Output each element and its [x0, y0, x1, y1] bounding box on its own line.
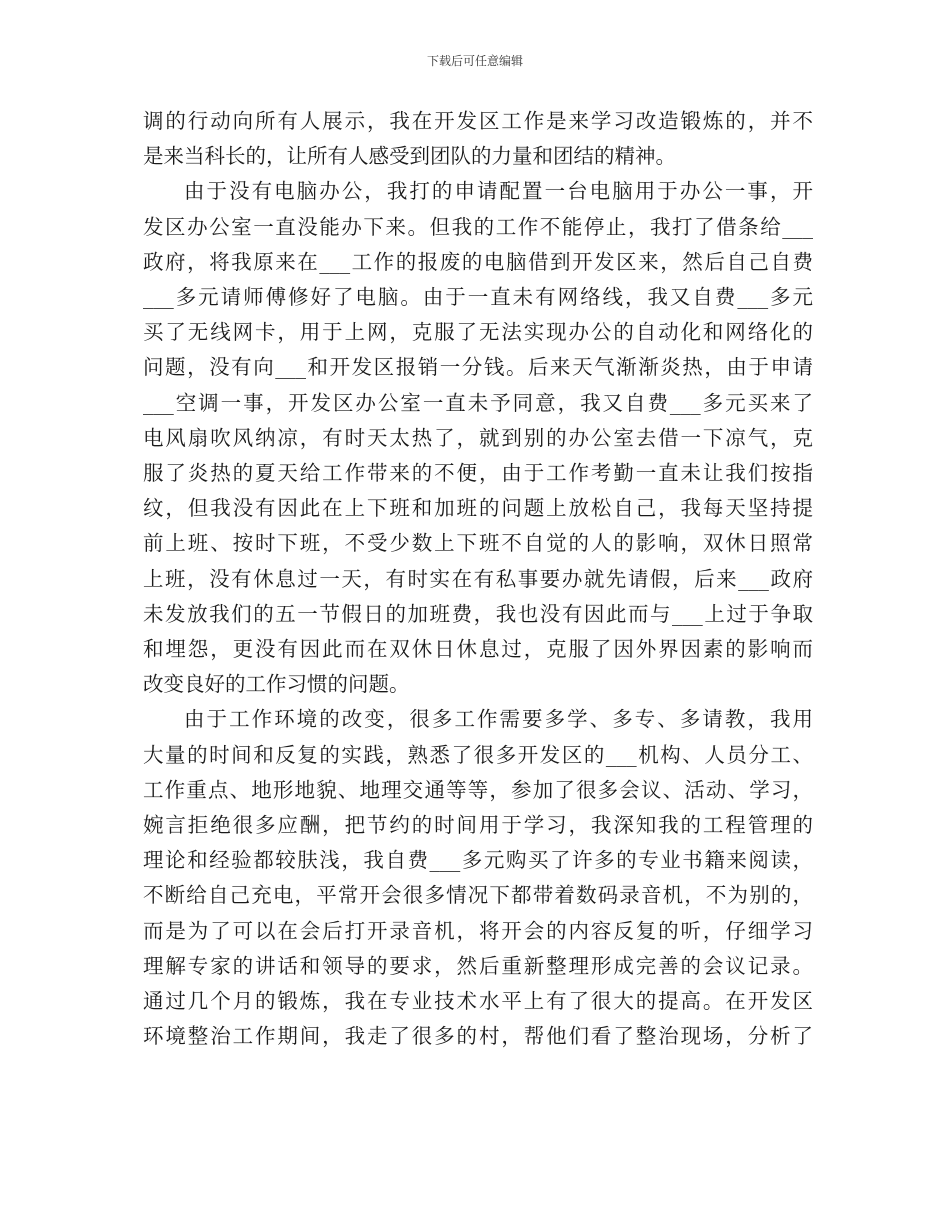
- text-line: 发区办公室一直没能办下来。但我的工作不能停止，我打了借条给___: [143, 214, 813, 239]
- text-line: 环境整治工作期间，我走了很多的村，帮他们看了整治现场，分析了: [143, 1024, 813, 1049]
- text-line: 大量的时间和反复的实践，熟悉了很多开发区的___机构、人员分工、: [143, 742, 813, 767]
- text-line: 上班，没有休息过一天，有时实在有私事要办就先请假，后来___政府: [143, 566, 813, 591]
- text-line: 买了无线网卡，用于上网，克服了无法实现办公的自动化和网络化的: [143, 320, 813, 345]
- text-line: ___多元请师傅修好了电脑。由于一直未有网络线，我又自费___多元: [143, 285, 813, 310]
- paragraph-1: [143, 104, 813, 174]
- text-line: 工作重点、地形地貌、地理交通等等，参加了很多会议、活动、学习，: [143, 777, 813, 802]
- text-line: 改变良好的工作习惯的问题。: [143, 672, 410, 697]
- paragraph-2: [143, 174, 813, 702]
- text-line: 是来当科长的，让所有人感受到团队的力量和团结的精神。: [143, 144, 676, 169]
- text-line: 电风扇吹风纳凉，有时天太热了，就到别的办公室去借一下凉气，克: [143, 425, 813, 450]
- text-line: ___空调一事，开发区办公室一直未予同意，我又自费___多元买来了: [143, 390, 813, 415]
- text-line: 婉言拒绝很多应酬，把节约的时间用于学习，我深知我的工程管理的: [143, 813, 813, 838]
- text-line: 未发放我们的五一节假日的加班费，我也没有因此而与___上过于争取: [143, 601, 813, 626]
- text-line: 通过几个月的锻炼，我在专业技术水平上有了很大的提高。在开发区: [143, 989, 813, 1014]
- text-line: 纹，但我没有因此在上下班和加班的问题上放松自己，我每天坚持提: [143, 496, 813, 521]
- text-line: 前上班、按时下班，不受少数上下班不自觉的人的影响，双休日照常: [143, 531, 813, 556]
- paragraph-3: [143, 702, 813, 1054]
- text-line: 由于工作环境的改变，很多工作需要多学、多专、多请教，我用: [184, 707, 813, 732]
- text-line: 问题，没有向___和开发区报销一分钱。后来天气渐渐炎热，由于申请: [143, 355, 813, 380]
- text-line: 和埋怨，更没有因此而在双休日休息过，克服了因外界因素的影响而: [143, 637, 813, 662]
- document-body: [143, 104, 813, 1054]
- text-line: 政府，将我原来在___工作的报废的电脑借到开发区来，然后自己自费: [143, 249, 813, 274]
- text-line: 而是为了可以在会后打开录音机，将开会的内容反复的听，仔细学习: [143, 918, 813, 943]
- text-line: 由于没有电脑办公，我打的申请配置一台电脑用于办公一事，开: [184, 179, 813, 204]
- text-line: 不断给自己充电，平常开会很多情况下都带着数码录音机，不为别的，: [143, 883, 813, 908]
- text-line: 理解专家的讲话和领导的要求，然后重新整理形成完善的会议记录。: [143, 953, 813, 978]
- text-line: 调的行动向所有人展示，我在开发区工作是来学习改造锻炼的，并不: [143, 109, 813, 133]
- text-line: 服了炎热的夏天给工作带来的不便，由于工作考勤一直未让我们按指: [143, 461, 813, 486]
- text-line: 理论和经验都较肤浅，我自费___多元购买了许多的专业书籍来阅读，: [143, 848, 813, 873]
- page-header: 下载后可任意编辑: [426, 54, 523, 68]
